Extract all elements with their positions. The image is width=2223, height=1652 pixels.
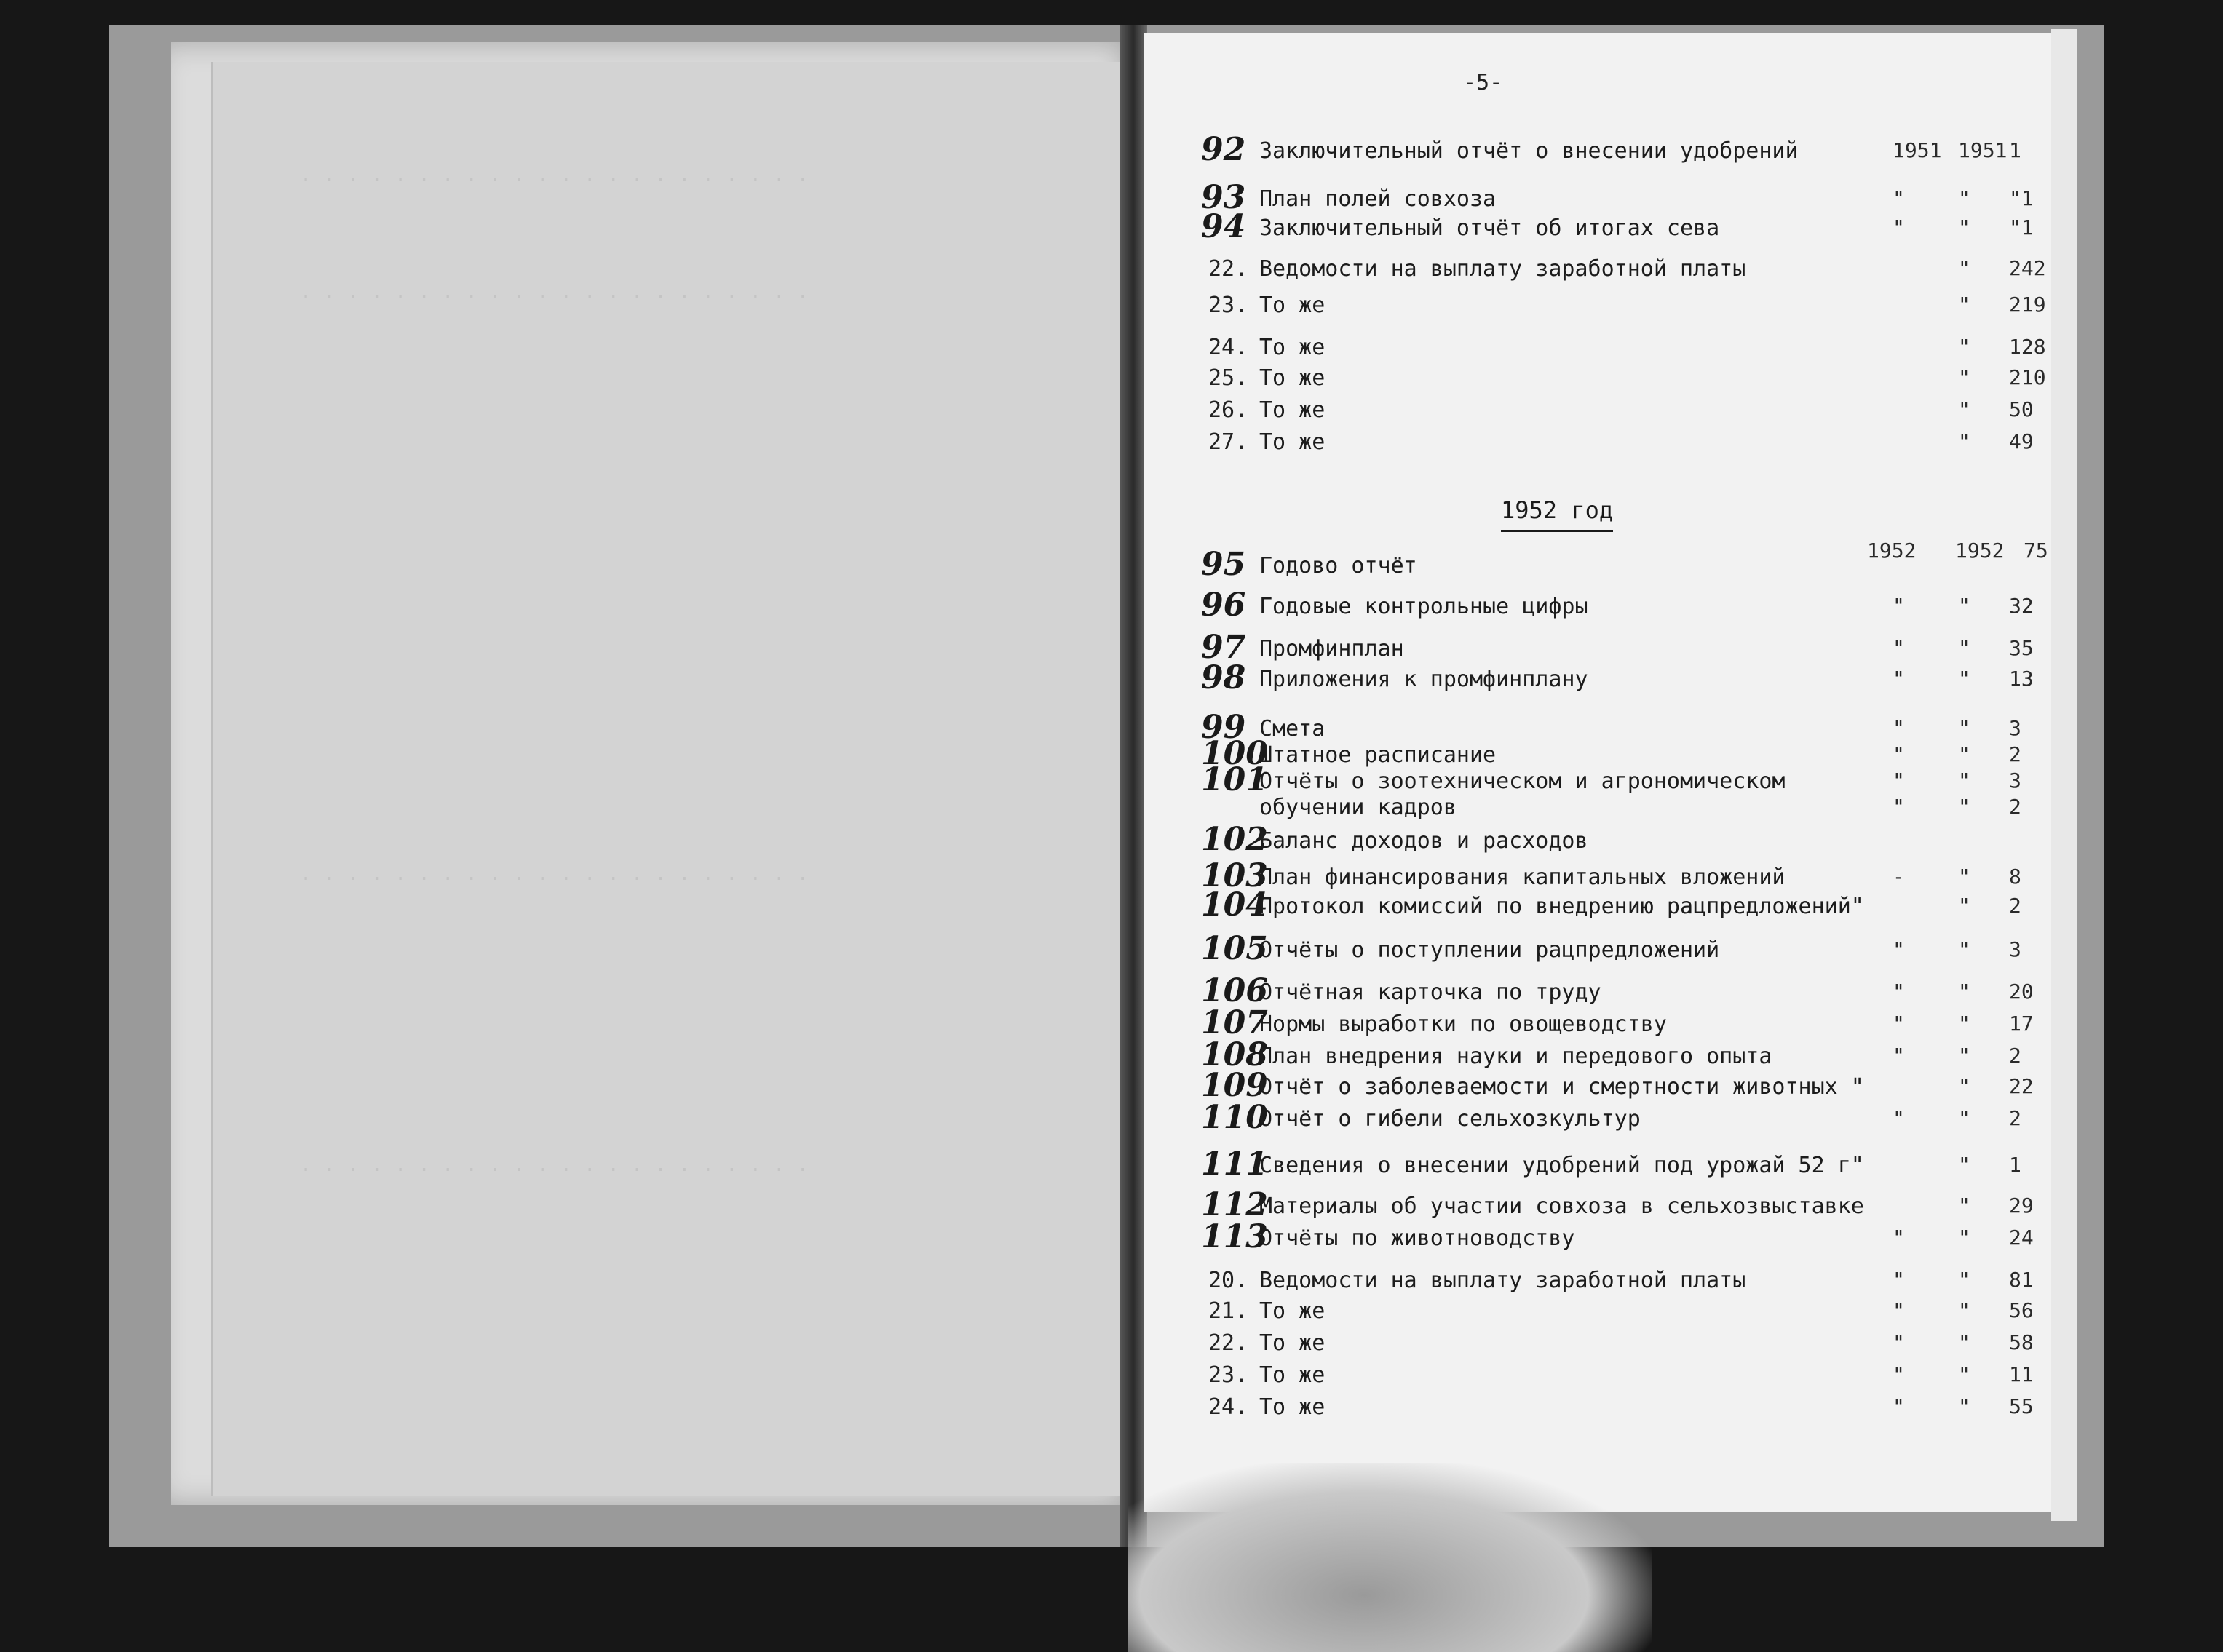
item-title: Нормы выработки по овощеводству — [1259, 1012, 1667, 1037]
item-title: Годовые контрольные цифры — [1259, 594, 1588, 619]
sheet-count-cell: 17 — [2009, 1012, 2034, 1036]
year-end-cell: " — [1958, 429, 1970, 453]
item-title: обучении кадров — [1259, 795, 1457, 820]
sheet-count-cell: 242 — [2009, 256, 2046, 280]
sheet-count-cell: 1 — [2009, 138, 2021, 162]
bleed-through-text: . . . . . . . . . . . . . . . . . . . . . . — [300, 1153, 809, 1176]
item-title: То же — [1259, 1362, 1326, 1388]
item-number: 97 — [1201, 629, 1246, 666]
sheet-count-cell: "1 — [2009, 186, 2034, 210]
year-end-cell: " — [1958, 1330, 1970, 1354]
item-title: То же — [1259, 293, 1326, 318]
year-start-cell: " — [1893, 1330, 1905, 1354]
item-title: Отчёты о поступлении рацпредложений — [1259, 937, 1720, 963]
sheet-count-cell: 11 — [2009, 1362, 2034, 1386]
item-title: Штатное расписание — [1259, 742, 1497, 768]
sheet-count-cell: 1 — [2009, 1153, 2021, 1177]
item-title: Протокол комиссий по внедрению рацпредложений" — [1259, 894, 1864, 919]
item-title: Годово отчёт — [1259, 553, 1417, 579]
sheet-count-cell: 29 — [2009, 1194, 2034, 1218]
item-title: Смета — [1259, 716, 1326, 742]
item-title: Приложения к промфинплану — [1259, 667, 1588, 692]
sheet-count-cell: 3 — [2009, 716, 2021, 740]
page-edge — [2051, 29, 2077, 1521]
year-start-cell: " — [1893, 1298, 1905, 1322]
year-end-cell: " — [1958, 1106, 1970, 1130]
item-title: Ведомости на выплату заработной платы — [1259, 256, 1746, 282]
item-title: Баланс доходов и расходов — [1259, 828, 1588, 854]
item-number: 25. — [1208, 365, 1248, 391]
year-end-cell: " — [1958, 795, 1970, 819]
year-end-cell: " — [1958, 335, 1970, 359]
year-end-cell: " — [1958, 865, 1970, 889]
sheet-count-cell: 3 — [2009, 769, 2021, 793]
year-start-cell: - — [1893, 865, 1905, 889]
year-start-cell: " — [1893, 1012, 1905, 1036]
year-start-cell: " — [1893, 186, 1905, 210]
item-number: 109 — [1201, 1067, 1268, 1104]
item-number: 26. — [1208, 397, 1248, 423]
year-start-column-header: 1952 — [1867, 539, 1917, 563]
sheet-count-cell: 32 — [2009, 594, 2034, 618]
sheet-count-cell: 56 — [2009, 1298, 2034, 1322]
year-end-cell: 1951 — [1958, 138, 2008, 162]
year-end-cell: " — [1958, 397, 1970, 421]
bleed-through-text: . . . . . . . . . . . . . . . . . . . . . . — [300, 862, 809, 885]
year-end-cell: " — [1958, 1044, 1970, 1068]
year-start-cell: " — [1893, 636, 1905, 660]
item-number: 92 — [1201, 131, 1246, 168]
year-end-cell: " — [1958, 980, 1970, 1004]
year-end-column-header: 1952 — [1955, 539, 2005, 563]
year-start-cell: " — [1893, 1268, 1905, 1292]
item-number: 101 — [1201, 761, 1268, 798]
item-number: 99 — [1201, 709, 1246, 746]
year-start-cell: " — [1893, 1362, 1905, 1386]
sheet-count-cell: 8 — [2009, 865, 2021, 889]
sheet-count-cell: 35 — [2009, 636, 2034, 660]
item-title: Сведения о внесении удобрений под урожай 52 г" — [1259, 1153, 1864, 1178]
year-end-cell: " — [1958, 215, 1970, 239]
item-number: 98 — [1201, 659, 1246, 696]
sheet-count-cell: 20 — [2009, 980, 2034, 1004]
year-end-cell: " — [1958, 1153, 1970, 1177]
year-start-cell: " — [1893, 1044, 1905, 1068]
item-number: 95 — [1201, 546, 1246, 583]
sheet-count-cell: 22 — [2009, 1074, 2034, 1098]
year-end-cell: " — [1958, 1298, 1970, 1322]
year-end-cell: " — [1958, 769, 1970, 793]
item-title: То же — [1259, 335, 1326, 360]
item-number: 105 — [1201, 930, 1268, 967]
item-title: План внедрения науки и передового опыта — [1259, 1044, 1772, 1069]
sheet-count-cell: 128 — [2009, 335, 2046, 359]
item-title: То же — [1259, 397, 1326, 423]
year-end-cell: " — [1958, 365, 1970, 389]
item-number: 22. — [1208, 256, 1248, 282]
item-title: План финансирования капитальных вложений — [1259, 865, 1786, 890]
item-title: Промфинплан — [1259, 636, 1404, 662]
year-end-cell: " — [1958, 293, 1970, 317]
sheet-count-cell: 2 — [2009, 742, 2021, 766]
year-end-cell: " — [1958, 667, 1970, 691]
item-number: 100 — [1201, 735, 1268, 772]
year-start-cell: " — [1893, 667, 1905, 691]
sheet-count-cell: 13 — [2009, 667, 2034, 691]
item-number: 113 — [1201, 1218, 1268, 1255]
year-end-cell: " — [1958, 1226, 1970, 1250]
item-number: 102 — [1201, 821, 1268, 858]
year-heading: 1952 год — [1501, 496, 1613, 532]
item-title: Ведомости на выплату заработной платы — [1259, 1268, 1746, 1293]
year-end-cell: " — [1958, 594, 1970, 618]
item-number: 20. — [1208, 1268, 1248, 1293]
hand-shadow — [1128, 1463, 1652, 1652]
year-end-cell: " — [1958, 716, 1970, 740]
year-start-cell: " — [1893, 716, 1905, 740]
sheet-count-cell: 2 — [2009, 1106, 2021, 1130]
year-end-cell: " — [1958, 186, 1970, 210]
year-end-cell: " — [1958, 636, 1970, 660]
item-number: 96 — [1201, 587, 1246, 624]
book-gutter — [1120, 25, 1147, 1547]
item-number: 27. — [1208, 429, 1248, 455]
year-end-cell: " — [1958, 894, 1970, 918]
sheet-count-cell: 50 — [2009, 397, 2034, 421]
item-title: Заключительный отчёт о внесении удобрений — [1259, 138, 1799, 164]
item-number: 24. — [1208, 1394, 1248, 1420]
item-title: Материалы об участии совхоза в сельхозвыставке — [1259, 1194, 1864, 1219]
year-end-cell: " — [1958, 742, 1970, 766]
year-start-cell: " — [1893, 937, 1905, 961]
sheet-count-cell: 210 — [2009, 365, 2046, 389]
sheet-count-cell: 219 — [2009, 293, 2046, 317]
year-start-cell: " — [1893, 742, 1905, 766]
year-start-cell: " — [1893, 769, 1905, 793]
left-page-underlay — [211, 62, 1137, 1496]
item-number: 107 — [1201, 1004, 1268, 1041]
item-number: 112 — [1201, 1186, 1268, 1223]
sheet-count-cell: 58 — [2009, 1330, 2034, 1354]
sheet-count-cell: 2 — [2009, 1044, 2021, 1068]
item-title: Заключительный отчёт об итогах сева — [1259, 215, 1720, 241]
item-title: То же — [1259, 429, 1326, 455]
item-number: 110 — [1201, 1099, 1268, 1136]
item-number: 111 — [1201, 1145, 1268, 1183]
item-number: 103 — [1201, 857, 1268, 894]
year-end-cell: " — [1958, 1268, 1970, 1292]
item-title: Отчёт о заболеваемости и смертности животных " — [1259, 1074, 1864, 1100]
sheet-count-cell: 3 — [2009, 937, 2021, 961]
year-end-cell: " — [1958, 1074, 1970, 1098]
bleed-through-text: . . . . . . . . . . . . . . . . . . . . . . — [300, 280, 809, 303]
year-start-cell: " — [1893, 1226, 1905, 1250]
item-number: 106 — [1201, 972, 1268, 1009]
year-start-cell: " — [1893, 1394, 1905, 1418]
year-end-cell: " — [1958, 256, 1970, 280]
item-number: 94 — [1201, 208, 1246, 245]
sheet-count-cell: 24 — [2009, 1226, 2034, 1250]
sheet-count-cell: "1 — [2009, 215, 2034, 239]
year-end-cell: " — [1958, 1194, 1970, 1218]
year-start-cell: " — [1893, 215, 1905, 239]
item-number: 93 — [1201, 179, 1246, 216]
page-number: -5- — [1463, 70, 1503, 95]
year-start-cell: " — [1893, 795, 1905, 819]
year-start-cell: " — [1893, 980, 1905, 1004]
item-title: План полей совхоза — [1259, 186, 1497, 212]
year-start-cell: 1951 — [1893, 138, 1942, 162]
year-end-cell: " — [1958, 1012, 1970, 1036]
bleed-through-text: . . . . . . . . . . . . . . . . . . . . . . — [300, 164, 809, 186]
item-title: То же — [1259, 365, 1326, 391]
item-number: 23. — [1208, 293, 1248, 318]
year-start-cell: " — [1893, 594, 1905, 618]
item-number: 24. — [1208, 335, 1248, 360]
item-title: Отчёты о зоотехническом и агрономическом — [1259, 769, 1786, 794]
item-number: 108 — [1201, 1036, 1268, 1073]
sheet-count-cell: 49 — [2009, 429, 2034, 453]
item-title: То же — [1259, 1298, 1326, 1324]
year-end-cell: " — [1958, 1362, 1970, 1386]
sheet-count-cell: 81 — [2009, 1268, 2034, 1292]
sheet-count-cell: 55 — [2009, 1394, 2034, 1418]
sheets-column-header: 75 — [2024, 539, 2048, 563]
sheet-count-cell: 2 — [2009, 795, 2021, 819]
item-number: 23. — [1208, 1362, 1248, 1388]
year-end-cell: " — [1958, 937, 1970, 961]
year-end-cell: " — [1958, 1394, 1970, 1418]
item-number: 21. — [1208, 1298, 1248, 1324]
item-title: То же — [1259, 1330, 1326, 1356]
sheet-count-cell: 2 — [2009, 894, 2021, 918]
item-title: Отчётная карточка по труду — [1259, 980, 1601, 1005]
item-title: То же — [1259, 1394, 1326, 1420]
item-number: 104 — [1201, 886, 1268, 924]
year-start-cell: " — [1893, 1106, 1905, 1130]
item-title: Отчёты по животноводству — [1259, 1226, 1575, 1251]
item-number: 22. — [1208, 1330, 1248, 1356]
item-title: Отчёт о гибели сельхозкультур — [1259, 1106, 1641, 1132]
